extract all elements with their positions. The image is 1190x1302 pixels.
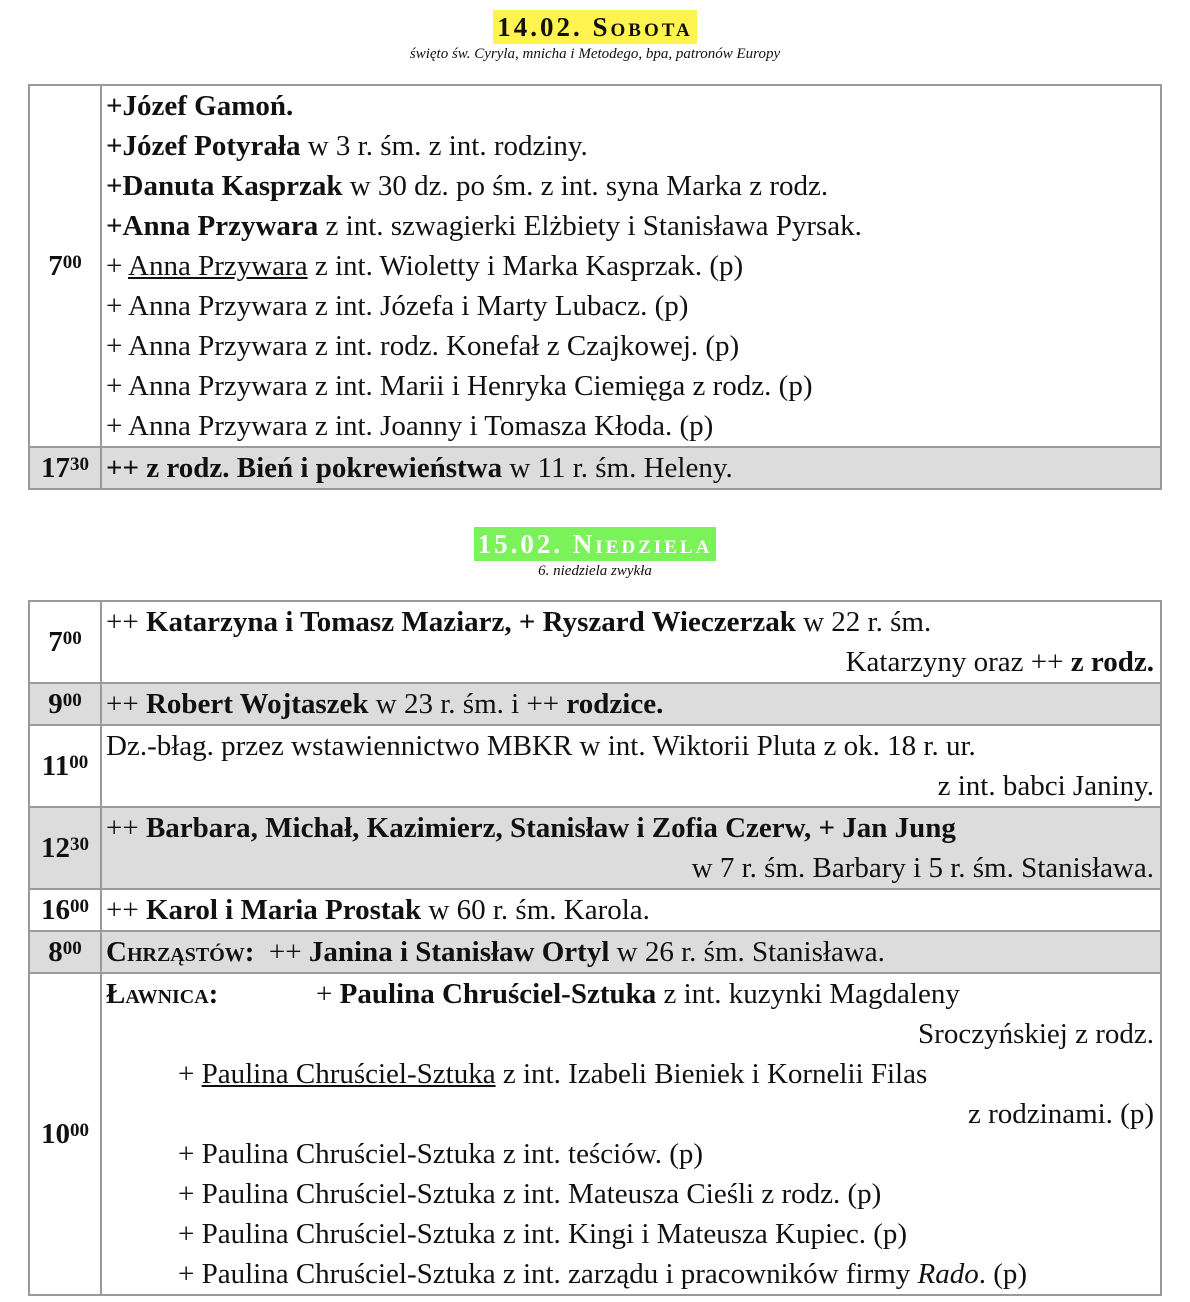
mass-row	[29, 973, 1161, 1295]
mass-time: $11^{00}$	[29, 725, 101, 807]
mass-table-sunday	[28, 600, 1162, 1296]
mass-time: $7^{00}$	[29, 601, 101, 683]
mass-row	[29, 601, 1161, 683]
mass-time: $10^{00}$	[29, 973, 101, 1295]
mass-time: $8^{00}$	[29, 931, 101, 973]
intention-line: +Józef Potyrała w 3 r. śm. z int. rodziny.	[106, 130, 588, 162]
intention-line: + Anna Przywara z int. rodz. Konefał z Czajkowej. (p)	[106, 330, 740, 362]
intention-line: w 7 r. śm. Barbary i 5 r. śm. Stanisława.	[691, 852, 1154, 884]
location-label: Ławnica:	[106, 978, 219, 1010]
intention-line: + Anna Przywara z int. Wioletty i Marka Kasprzak. (p)	[106, 250, 744, 282]
intention-line: + Anna Przywara z int. Joanny i Tomasza Kłoda. (p)	[106, 410, 714, 442]
mass-intentions	[101, 447, 1161, 489]
intention-line: Katarzyny oraz ++ z rodz.	[845, 646, 1154, 678]
intention-line: ++ Katarzyna i Tomasz Maziarz, + Ryszard Wieczerzak w 22 r. śm.	[106, 606, 932, 638]
day-weekday: Sobota	[592, 12, 693, 42]
mass-row	[29, 447, 1161, 489]
intention-line: Sroczyńskiej z rodz.	[918, 1018, 1154, 1050]
intention-line: +Anna Przywara z int. szwagierki Elżbiety i Stanisława Pyrsak.	[106, 210, 862, 242]
intention-line: + Paulina Chruściel-Sztuka z int. teściów. (p)	[178, 1138, 704, 1170]
intention-line: ++ z rodz. Bień i pokrewieństwa w 11 r. śm. Heleny.	[106, 452, 733, 484]
mass-row	[29, 931, 1161, 973]
mass-minutes: 00	[62, 251, 82, 273]
intention-line: ++ Robert Wojtaszek w 23 r. śm. i ++ rodzice.	[106, 688, 664, 720]
intention-line: +Józef Gamoń.	[106, 90, 294, 122]
day-header-sunday	[0, 527, 1190, 580]
mass-time: $16^{00}$	[29, 889, 101, 931]
mass-intentions	[101, 889, 1161, 931]
day-title	[474, 527, 717, 561]
mass-intentions	[101, 931, 1161, 973]
intention-line: + Paulina Chruściel-Sztuka z int. zarządu i pracowników firmy Rado. (p)	[178, 1258, 1028, 1290]
intention-line: + Paulina Chruściel-Sztuka z int. Mateusza Cieśli z rodz. (p)	[178, 1178, 882, 1210]
intention-line: + Paulina Chruściel-Sztuka z int. Kingi i Mateusza Kupiec. (p)	[178, 1218, 908, 1250]
mass-time	[29, 85, 101, 447]
intention-line: +Danuta Kasprzak w 30 dz. po śm. z int. syna Marka z rodz.	[106, 170, 829, 202]
mass-row	[29, 85, 1161, 447]
day-header-saturday	[0, 10, 1190, 63]
day-weekday: Niedziela	[572, 529, 713, 559]
location-label: Chrząstów:	[106, 936, 255, 968]
mass-intentions	[101, 601, 1161, 683]
intention-line: + Anna Przywara z int. Józefa i Marty Lubacz. (p)	[106, 290, 689, 322]
intention-line: z rodzinami. (p)	[967, 1098, 1154, 1130]
mass-intentions	[101, 725, 1161, 807]
mass-intentions	[101, 807, 1161, 889]
mass-intentions	[101, 973, 1161, 1295]
intention-line: ++ Karol i Maria Prostak w 60 r. śm. Karola.	[106, 894, 650, 926]
mass-intentions	[101, 683, 1161, 725]
mass-row	[29, 889, 1161, 931]
mass-row	[29, 807, 1161, 889]
mass-hour: 7	[48, 249, 63, 282]
day-subtitle: 6. niedziela zwykła	[538, 563, 652, 579]
mass-time: $9^{00}$	[29, 683, 101, 725]
mass-time: $12^{30}$	[29, 807, 101, 889]
intention-line: ++ Barbara, Michał, Kazimierz, Stanisław i Zofia Czerw, + Jan Jung	[106, 812, 956, 844]
day-subtitle: święto św. Cyryla, mnicha i Metodego, bpa, patronów Europy	[409, 46, 781, 62]
intention-line: Chrząstów: ++ Janina i Stanisław Ortyl w 26 r. śm. Stanisława.	[106, 936, 885, 968]
mass-time: $17^{30}$	[29, 447, 101, 489]
mass-row	[29, 725, 1161, 807]
intention-line: + Paulina Chruściel-Sztuka z int. Izabeli Bieniek i Kornelii Filas	[178, 1058, 928, 1090]
day-date: 14.02.	[497, 12, 583, 42]
intention-line: Dz.-błag. przez wstawiennictwo MBKR w int. Wiktorii Pluta z ok. 18 r. ur.	[106, 730, 976, 762]
mass-row	[29, 683, 1161, 725]
mass-intentions	[101, 85, 1161, 447]
intention-line: + Anna Przywara z int. Marii i Henryka Ciemięga z rodz. (p)	[106, 370, 813, 402]
day-date: 15.02.	[477, 529, 564, 559]
day-title	[493, 10, 696, 44]
intention-line: z int. babci Janiny.	[937, 770, 1154, 802]
intention-line: Ławnica: + Paulina Chruściel-Sztuka z int. kuzynki Magdaleny	[106, 974, 1154, 1014]
mass-table-saturday	[28, 84, 1162, 490]
